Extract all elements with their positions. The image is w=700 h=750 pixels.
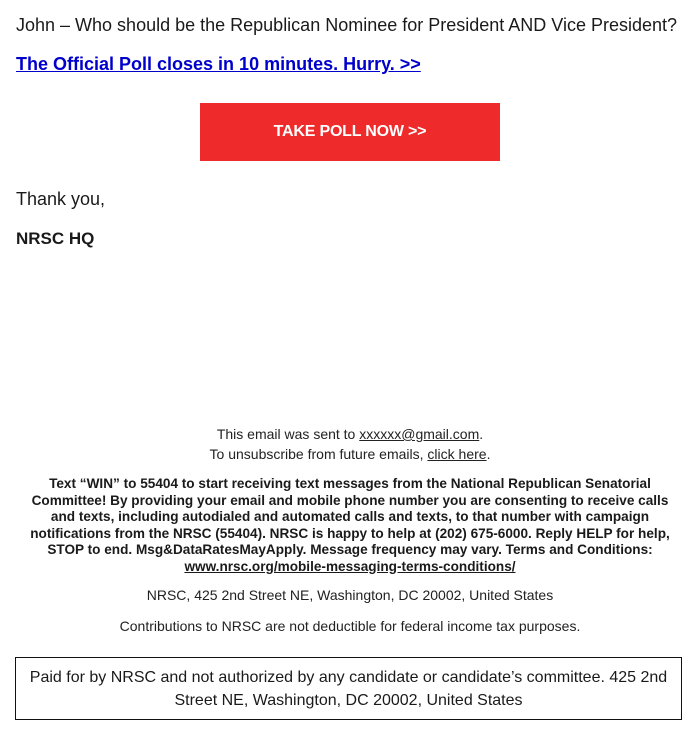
unsubscribe-prefix: To unsubscribe from future emails, [209, 446, 428, 462]
signature: NRSC HQ [16, 229, 95, 248]
sent-to-line [0, 424, 700, 444]
tax-disclaimer: Contributions to NRSC are not deductible for federal income tax purposes. [119, 618, 581, 634]
sms-terms-text: Text “WIN” to 55404 to start receiving text messages from the National Republican Senatorial Committee! By providing your email and mobile phone number you are consenting to receive calls and texts, including autodialed and automated calls and texts, to that number with campaign notifications from the NRSC (55404). NRSC is happy to help at (202) 675-6000. Reply HELP for help, STOP to end. Msg&DataRatesMayApply. Message frequency may vary. Terms and Conditions: [30, 476, 670, 557]
sent-to-prefix: This email was sent to [216, 426, 360, 442]
recipient-email-link[interactable]: xxxxxx@gmail.com [359, 426, 480, 442]
postal-address: NRSC, 425 2nd Street NE, Washington, DC 20002, United States [146, 587, 554, 603]
closing-text: Thank you, [16, 189, 106, 209]
take-poll-button[interactable]: TAKE POLL NOW >> [200, 103, 500, 161]
unsubscribe-line [0, 444, 700, 464]
sent-to-suffix: . [479, 426, 484, 442]
unsubscribe-suffix: . [486, 446, 491, 462]
greeting-text: John – Who should be the Republican Nominee for President AND Vice President? [16, 15, 678, 35]
paid-for-disclaimer-box [15, 657, 682, 720]
paid-for-text: Paid for by NRSC and not authorized by any candidate or candidate’s committee. 425 2nd Street NE, Washington, DC 20002, United States [29, 668, 668, 709]
poll-link[interactable]: The Official Poll closes in 10 minutes. Hurry. >> [16, 54, 421, 74]
footer-recipient-info [0, 424, 700, 464]
unsubscribe-link[interactable]: click here [427, 446, 487, 462]
terms-conditions-link[interactable]: www.nrsc.org/mobile-messaging-terms-conditions/ [184, 558, 516, 574]
sms-terms [20, 476, 680, 575]
